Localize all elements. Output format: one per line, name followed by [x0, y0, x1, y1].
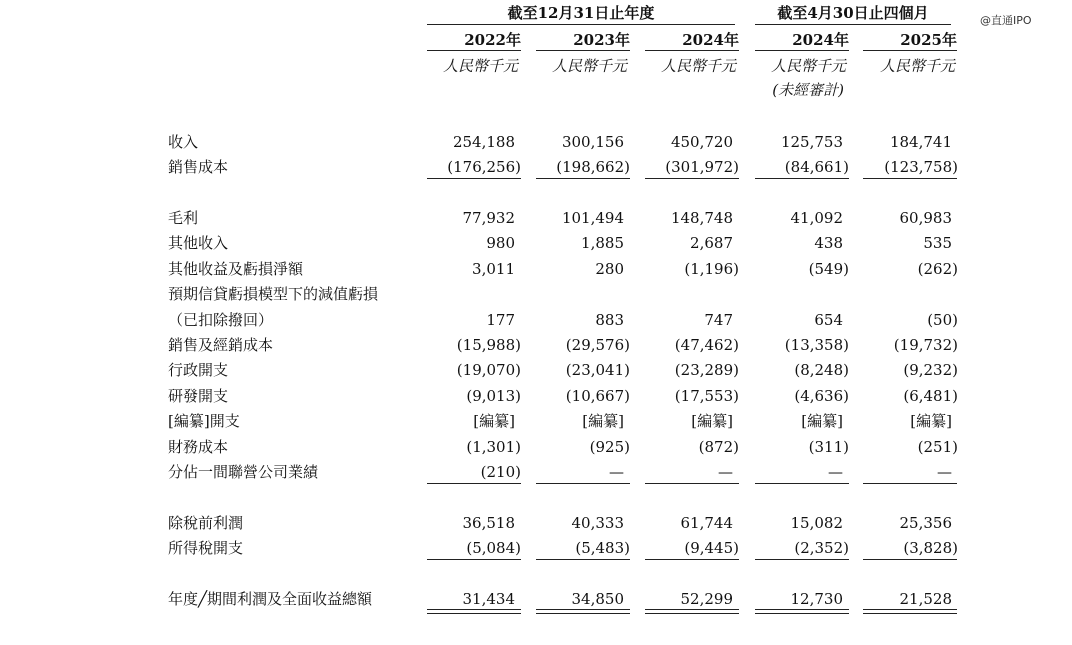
table-cell: [編纂] — [582, 412, 624, 430]
table-cell: 280 — [595, 260, 624, 278]
column-year-2025-period: 2025年 — [863, 31, 957, 51]
table-cell: 177 — [486, 311, 515, 329]
table-cell: 21,528 — [899, 590, 952, 608]
table-cell: (4,636) — [794, 387, 849, 405]
table-cell: (262) — [917, 260, 958, 278]
table-cell: (9,445) — [684, 539, 739, 557]
table-cell: 438 — [814, 234, 843, 252]
table-cell: (10,667) — [565, 387, 630, 405]
table-cell: (251) — [917, 438, 958, 456]
row-label: 毛利 — [168, 209, 199, 227]
subtotal-underline — [427, 178, 521, 179]
row-label: 財務成本 — [168, 438, 229, 456]
table-cell: 60,983 — [899, 209, 952, 227]
table-cell: (872) — [698, 438, 739, 456]
table-cell: 52,299 — [680, 590, 733, 608]
table-cell: (13,358) — [784, 336, 849, 354]
table-cell: (176,256) — [447, 158, 521, 176]
total-double-underline — [645, 609, 739, 614]
table-cell: (1,196) — [684, 260, 739, 278]
table-cell: (23,041) — [565, 361, 630, 379]
subtotal-underline — [863, 483, 957, 484]
header-year-end: 截至12月31日止年度 — [427, 4, 735, 25]
row-label: 年度╱期間利潤及全面收益總額 — [168, 590, 373, 608]
subtotal-underline — [863, 178, 957, 179]
row-label: 除稅前利潤 — [168, 514, 244, 532]
table-cell: (19,732) — [893, 336, 958, 354]
column-year-2024-period: 2024年 — [755, 31, 849, 51]
table-cell: (17,553) — [674, 387, 739, 405]
table-cell: 3,011 — [472, 260, 515, 278]
table-cell: (6,481) — [903, 387, 958, 405]
table-cell: — — [718, 463, 733, 481]
table-cell: (311) — [808, 438, 849, 456]
subtotal-underline — [755, 559, 849, 560]
table-cell: 184,741 — [889, 133, 952, 151]
table-cell: (198,662) — [556, 158, 630, 176]
row-label: 預期信貸虧損模型下的減值虧損 — [168, 285, 379, 303]
table-cell: 36,518 — [462, 514, 515, 532]
table-cell: (9,232) — [903, 361, 958, 379]
table-cell: (47,462) — [674, 336, 739, 354]
table-cell: (3,828) — [903, 539, 958, 557]
table-cell: [編纂] — [801, 412, 843, 430]
table-cell: 254,188 — [452, 133, 515, 151]
column-unit: 人民幣千元 — [551, 57, 627, 75]
subtotal-underline — [755, 483, 849, 484]
table-cell: (29,576) — [565, 336, 630, 354]
subtotal-underline — [863, 559, 957, 560]
row-label: 研發開支 — [168, 387, 229, 405]
total-double-underline — [536, 609, 630, 614]
row-label: 收入 — [168, 133, 199, 151]
row-label: 分佔一間聯營公司業績 — [168, 463, 319, 481]
subtotal-underline — [536, 559, 630, 560]
table-cell: (9,013) — [466, 387, 521, 405]
table-cell: 2,687 — [690, 234, 733, 252]
table-cell: (15,988) — [456, 336, 521, 354]
total-double-underline — [755, 609, 849, 614]
table-cell: 25,356 — [899, 514, 952, 532]
table-cell: 40,333 — [571, 514, 624, 532]
table-cell: 883 — [595, 311, 624, 329]
subtotal-underline — [755, 178, 849, 179]
row-label: [編纂]開支 — [168, 412, 240, 430]
row-label: 銷售成本 — [168, 158, 229, 176]
table-cell: (1,301) — [466, 438, 521, 456]
column-unit: 人民幣千元 — [770, 57, 846, 75]
column-unaudited-note: (未經審計) — [772, 81, 844, 99]
table-cell: [編纂] — [473, 412, 515, 430]
table-cell: 77,932 — [462, 209, 515, 227]
column-unit: 人民幣千元 — [442, 57, 518, 75]
subtotal-underline — [536, 178, 630, 179]
table-cell: 747 — [704, 311, 733, 329]
table-cell: (301,972) — [665, 158, 739, 176]
table-cell: 450,720 — [670, 133, 733, 151]
table-cell: (2,352) — [794, 539, 849, 557]
subtotal-underline — [427, 559, 521, 560]
table-cell: 654 — [814, 311, 843, 329]
table-cell: (210) — [480, 463, 521, 481]
column-year-2024: 2024年 — [645, 31, 739, 51]
subtotal-underline — [645, 559, 739, 560]
table-cell: 300,156 — [561, 133, 624, 151]
table-cell: 15,082 — [790, 514, 843, 532]
table-cell: (549) — [808, 260, 849, 278]
table-cell: (8,248) — [794, 361, 849, 379]
table-cell: (925) — [589, 438, 630, 456]
table-cell: 980 — [486, 234, 515, 252]
table-cell: (5,483) — [575, 539, 630, 557]
total-double-underline — [427, 609, 521, 614]
subtotal-underline — [645, 483, 739, 484]
column-year-2023: 2023年 — [536, 31, 630, 51]
total-double-underline — [863, 609, 957, 614]
table-cell: [編纂] — [910, 412, 952, 430]
table-cell: 12,730 — [790, 590, 843, 608]
table-cell: 1,885 — [581, 234, 624, 252]
table-cell: — — [609, 463, 624, 481]
row-label: 其他收益及虧損淨額 — [168, 260, 304, 278]
table-cell: (84,661) — [784, 158, 849, 176]
row-label: 其他收入 — [168, 234, 229, 252]
column-unit: 人民幣千元 — [879, 57, 955, 75]
table-cell: (123,758) — [884, 158, 958, 176]
table-cell: 61,744 — [680, 514, 733, 532]
header-four-month: 截至4月30日止四個月 — [755, 4, 951, 25]
row-label: 銷售及經銷成本 — [168, 336, 274, 354]
table-cell: (50) — [927, 311, 958, 329]
column-year-2022: 2022年 — [427, 31, 521, 51]
table-cell: 101,494 — [561, 209, 624, 227]
row-label: 行政開支 — [168, 361, 229, 379]
table-cell: 41,092 — [790, 209, 843, 227]
table-cell: (19,070) — [456, 361, 521, 379]
column-unit: 人民幣千元 — [660, 57, 736, 75]
table-cell: — — [937, 463, 952, 481]
table-cell: [編纂] — [691, 412, 733, 430]
table-cell: 125,753 — [780, 133, 843, 151]
table-cell: 148,748 — [670, 209, 733, 227]
subtotal-underline — [536, 483, 630, 484]
subtotal-underline — [427, 483, 521, 484]
table-cell: 535 — [923, 234, 952, 252]
table-cell: (23,289) — [674, 361, 739, 379]
table-cell: (5,084) — [466, 539, 521, 557]
table-cell: 31,434 — [462, 590, 515, 608]
row-label: （已扣除撥回） — [168, 311, 274, 329]
row-label: 所得稅開支 — [168, 539, 244, 557]
table-cell: — — [828, 463, 843, 481]
table-cell: 34,850 — [571, 590, 624, 608]
watermark-text: @直通IPO — [980, 14, 1032, 27]
subtotal-underline — [645, 178, 739, 179]
